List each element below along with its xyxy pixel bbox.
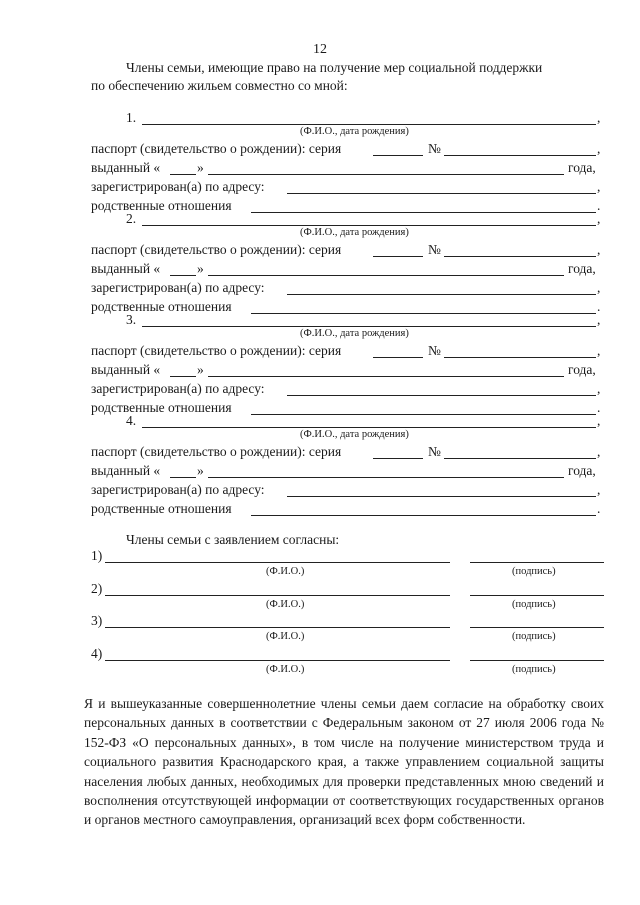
member-number: 4.: [126, 413, 137, 428]
passport-series-field[interactable]: [373, 256, 423, 257]
comma: ,: [597, 110, 601, 125]
consent-row-number: 2): [91, 581, 103, 596]
year-label: года,: [568, 463, 596, 478]
name-caption: (Ф.И.О.): [266, 566, 305, 577]
period: .: [597, 400, 601, 415]
passport-label: паспорт (свидетельство о рождении): серия: [91, 343, 342, 358]
registered-label: зарегистрирован(а) по адресу:: [91, 280, 265, 295]
relation-field[interactable]: [251, 515, 596, 516]
passport-series-field[interactable]: [373, 357, 423, 358]
number-sign: №: [428, 343, 441, 358]
intro-line-1: Члены семьи, имеющие право на получение мер социальной поддержки: [126, 60, 543, 75]
signature-caption: (подпись): [512, 566, 556, 577]
signature-field[interactable]: [470, 660, 604, 661]
passport-series-field[interactable]: [373, 155, 423, 156]
signature-field[interactable]: [470, 627, 604, 628]
issued-day-field[interactable]: [170, 275, 196, 276]
comma: ,: [597, 242, 601, 257]
signature-caption: (подпись): [512, 631, 556, 642]
year-label: года,: [568, 261, 596, 276]
issued-label: выданный «: [91, 463, 161, 478]
consent-heading: Члены семьи с заявлением согласны:: [126, 532, 340, 547]
intro-line-2: по обеспечению жильем совместно со мной:: [91, 78, 348, 93]
consent-row-number: 1): [91, 548, 103, 563]
comma: ,: [597, 381, 601, 396]
name-birthdate-field[interactable]: [142, 124, 596, 125]
address-field[interactable]: [287, 193, 596, 194]
relation-field[interactable]: [251, 414, 596, 415]
passport-number-field[interactable]: [444, 155, 596, 156]
issued-label: выданный «: [91, 261, 161, 276]
passport-label: паспорт (свидетельство о рождении): серия: [91, 242, 342, 257]
comma: ,: [597, 444, 601, 459]
address-field[interactable]: [287, 496, 596, 497]
consent-row-number: 3): [91, 613, 103, 628]
issued-by-field[interactable]: [208, 174, 564, 175]
signature-caption: (подпись): [512, 664, 556, 675]
issued-quote-close: »: [197, 160, 204, 175]
comma: ,: [597, 179, 601, 194]
issued-label: выданный «: [91, 362, 161, 377]
member-number: 2.: [126, 211, 137, 226]
passport-number-field[interactable]: [444, 357, 596, 358]
name-birthdate-field[interactable]: [142, 427, 596, 428]
consent-name-field[interactable]: [105, 595, 450, 596]
comma: ,: [597, 211, 601, 226]
signature-field[interactable]: [470, 595, 604, 596]
consent-name-field[interactable]: [105, 562, 450, 563]
name-caption: (Ф.И.О.): [266, 631, 305, 642]
comma: ,: [597, 141, 601, 156]
issued-quote-close: »: [197, 463, 204, 478]
issued-day-field[interactable]: [170, 174, 196, 175]
passport-series-field[interactable]: [373, 458, 423, 459]
address-field[interactable]: [287, 294, 596, 295]
issued-day-field[interactable]: [170, 477, 196, 478]
relation-label: родственные отношения: [91, 198, 232, 213]
relation-field[interactable]: [251, 313, 596, 314]
period: .: [597, 501, 601, 516]
comma: ,: [597, 482, 601, 497]
name-caption: (Ф.И.О.): [266, 599, 305, 610]
issued-day-field[interactable]: [170, 376, 196, 377]
registered-label: зарегистрирован(а) по адресу:: [91, 381, 265, 396]
period: .: [597, 198, 601, 213]
name-birthdate-caption: (Ф.И.О., дата рождения): [300, 328, 409, 339]
relation-label: родственные отношения: [91, 501, 232, 516]
consent-paragraph: Я и вышеуказанные совершеннолетние члены семьи даем согласие на обработку своих персональных данных в соответствии с Федеральным законом от 27 июля 2006 года № 152-ФЗ «О персональных данных», в том числе на получение министерством труда и социального развития Краснодарского края, а также управлением социальной защиты населения любых данных, необходимых для проверки представленных мною сведений и восполнения отсутствующей информации от соответствующих государственных органов и органов местного самоуправления, организаций всех форм собственности.: [84, 696, 604, 828]
name-birthdate-field[interactable]: [142, 326, 596, 327]
period: .: [597, 299, 601, 314]
name-birthdate-caption: (Ф.И.О., дата рождения): [300, 429, 409, 440]
number-sign: №: [428, 242, 441, 257]
comma: ,: [597, 413, 601, 428]
consent-row-number: 4): [91, 646, 103, 661]
member-number: 3.: [126, 312, 137, 327]
issued-by-field[interactable]: [208, 477, 564, 478]
year-label: года,: [568, 362, 596, 377]
member-number: 1.: [126, 110, 137, 125]
relation-field[interactable]: [251, 212, 596, 213]
name-birthdate-field[interactable]: [142, 225, 596, 226]
number-sign: №: [428, 444, 441, 459]
address-field[interactable]: [287, 395, 596, 396]
consent-name-field[interactable]: [105, 627, 450, 628]
passport-number-field[interactable]: [444, 458, 596, 459]
relation-label: родственные отношения: [91, 400, 232, 415]
issued-by-field[interactable]: [208, 376, 564, 377]
signature-caption: (подпись): [512, 599, 556, 610]
number-sign: №: [428, 141, 441, 156]
year-label: года,: [568, 160, 596, 175]
issued-by-field[interactable]: [208, 275, 564, 276]
passport-label: паспорт (свидетельство о рождении): серия: [91, 141, 342, 156]
name-birthdate-caption: (Ф.И.О., дата рождения): [300, 227, 409, 238]
issued-quote-close: »: [197, 362, 204, 377]
passport-number-field[interactable]: [444, 256, 596, 257]
page-number: 12: [313, 42, 327, 57]
registered-label: зарегистрирован(а) по адресу:: [91, 179, 265, 194]
registered-label: зарегистрирован(а) по адресу:: [91, 482, 265, 497]
issued-quote-close: »: [197, 261, 204, 276]
consent-name-field[interactable]: [105, 660, 450, 661]
comma: ,: [597, 312, 601, 327]
comma: ,: [597, 343, 601, 358]
issued-label: выданный «: [91, 160, 161, 175]
passport-label: паспорт (свидетельство о рождении): серия: [91, 444, 342, 459]
comma: ,: [597, 280, 601, 295]
relation-label: родственные отношения: [91, 299, 232, 314]
name-birthdate-caption: (Ф.И.О., дата рождения): [300, 126, 409, 137]
signature-field[interactable]: [470, 562, 604, 563]
name-caption: (Ф.И.О.): [266, 664, 305, 675]
